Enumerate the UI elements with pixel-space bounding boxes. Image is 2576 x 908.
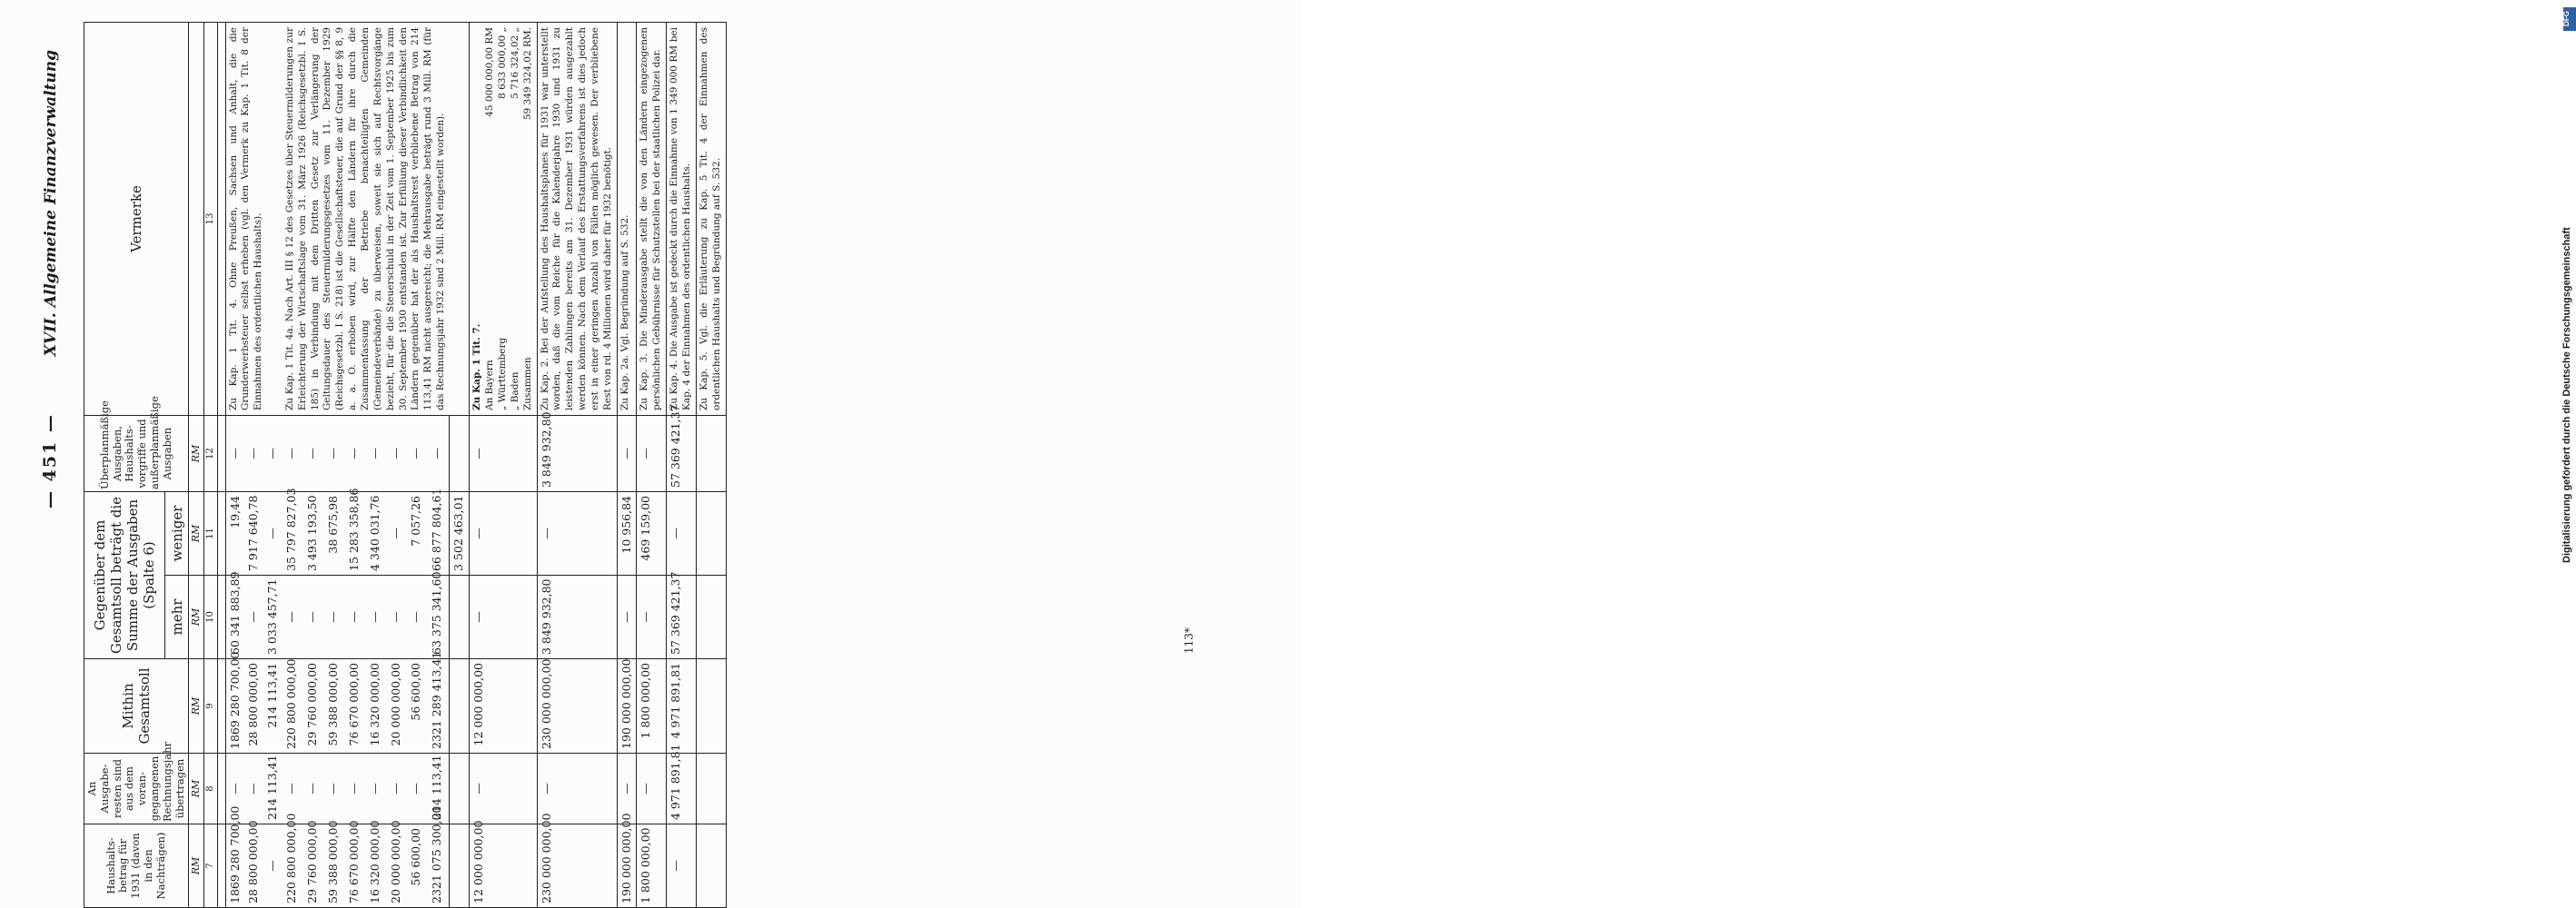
table-cell: —: [428, 416, 450, 492]
table-cell: —: [244, 576, 263, 659]
table-cell: 12 000 000,00: [470, 824, 537, 908]
table-cell: 66 877 804,61: [428, 492, 450, 576]
table-cell: 3 033 457,71: [263, 576, 282, 659]
header-vermerke: Vermerke: [84, 23, 189, 416]
remark-line: Zusammen 59 349 324,02 RM.: [521, 27, 533, 410]
header-mehr: mehr: [164, 576, 189, 659]
unit-label: RM: [189, 576, 203, 659]
table-cell: 220 800 000,00: [282, 824, 303, 908]
table-cell: —: [366, 576, 387, 659]
table-cell: 63 375 341,60: [428, 576, 450, 659]
section-title: XVII. Allgemeine Finanzverwaltung: [42, 50, 60, 357]
table-cell: —: [263, 824, 282, 908]
table-cell: 60 341 883,89: [225, 576, 244, 659]
table-cell: —: [637, 416, 667, 492]
column-number: 12: [203, 416, 217, 492]
table-cell: —: [407, 754, 428, 824]
table-cell: 56 600,00: [407, 659, 428, 754]
table-cell: 214 113,41: [263, 754, 282, 824]
table-row: [225, 23, 244, 908]
table-cell: 2321 289 413,41: [428, 659, 450, 754]
table-cell: —: [617, 416, 637, 492]
unit-label: RM: [189, 754, 203, 824]
table-row: [470, 23, 537, 908]
table-cell: —: [345, 754, 366, 824]
table-cell: 59 388 000,00: [324, 824, 345, 908]
remark-cell: Zu Kap. 4. Die Ausgabe ist gedeckt durch die Einnahme von 1 349 000 RM bei Kap. 4 der Einnahmen des ordentlichen Haushalts.: [667, 23, 697, 416]
table-cell: 1869 280 700,00: [225, 659, 244, 754]
table-cell: —: [366, 754, 387, 824]
table-cell: 20 000 000,00: [387, 659, 408, 754]
table-cell: 76 670 000,00: [345, 659, 366, 754]
table-cell: —: [244, 416, 263, 492]
remark-cell: Zu Kap. 2a. Vgl. Begründung auf S. 532.: [617, 23, 637, 416]
table-row: [667, 23, 697, 908]
table-cell: —: [303, 754, 324, 824]
table-cell: —: [324, 754, 345, 824]
table-cell: —: [244, 754, 263, 824]
table-cell: —: [407, 576, 428, 659]
remark-line: An Bayern 45 000 000,00 RM: [484, 27, 496, 410]
table-cell: —: [282, 416, 303, 492]
table-cell: 190 000 000,00: [617, 659, 637, 754]
header-gegenueber-gesamtsoll: Gegenüber dem Gesamtsoll beträgt die Summe der Ausgaben (Spalte 6): [84, 492, 165, 659]
table-cell: —: [387, 754, 408, 824]
table-cell: —: [537, 492, 617, 576]
table-cell: 2321 075 300,00: [428, 824, 450, 908]
table-cell: 3 493 193,50: [303, 492, 324, 576]
table-cell: —: [667, 492, 697, 576]
table-cell: 16 320 000,00: [366, 659, 387, 754]
table-row: [617, 23, 637, 908]
table-cell: 19,44: [225, 492, 244, 576]
column-number: 7: [203, 824, 217, 908]
table-cell: —: [617, 754, 637, 824]
table-cell: 4 340 031,76: [366, 492, 387, 576]
column-number: 11: [203, 492, 217, 576]
table-cell: —: [282, 576, 303, 659]
table-cell: 56 600,00: [407, 824, 428, 908]
footer-number: 113*: [1183, 627, 1195, 654]
table-cell: 1 800 000,00: [637, 824, 667, 908]
table-body-upper: [217, 23, 726, 908]
table-cell: —: [263, 416, 282, 492]
running-head: [36, 0, 71, 908]
table-cell: 4 971 891,81: [667, 754, 697, 824]
subtotal-difference: 3 502 463,01: [450, 492, 470, 576]
unit-label: RM: [189, 659, 203, 754]
table-cell: —: [637, 576, 667, 659]
table-cell: —: [225, 754, 244, 824]
table-cell: 20 000 000,00: [387, 824, 408, 908]
unit-label: RM: [189, 492, 203, 576]
table-cell: 7 057,26: [407, 492, 428, 576]
table-row: [696, 23, 726, 908]
table-cell: —: [324, 416, 345, 492]
table-cell: 76 670 000,00: [345, 824, 366, 908]
header-ueberplanmaessig: Überplanmäßige Ausgaben, Haushalts-vorgriffe und außerplanmäßige Ausgaben: [84, 416, 189, 492]
table-cell: —: [324, 576, 345, 659]
table-cell: 15 283 358,86: [345, 492, 366, 576]
table-cell: 4 971 891,81: [667, 659, 697, 754]
header-haushaltsbetrag: Haushalts-betrag für 1931 (davon in den Nachträgen): [84, 824, 189, 908]
remark-title: Zu Kap. 1 Tit. 7.: [471, 323, 483, 410]
header-gesamtsoll: Mithin Gesamtsoll: [84, 659, 189, 754]
table-cell: —: [366, 416, 387, 492]
table-cell: —: [345, 576, 366, 659]
table-cell: 3 849 932,80: [537, 576, 617, 659]
table-cell: —: [637, 754, 667, 824]
digitization-sidebar: [1273, 0, 2572, 908]
header-weniger: weniger: [164, 492, 189, 576]
unit-label: RM: [189, 416, 203, 492]
column-number: 13: [203, 23, 217, 416]
table-cell: 214 113,41: [263, 659, 282, 754]
table-cell: 220 800 000,00: [282, 659, 303, 754]
remark-line: „ Baden 5 716 324,02 „: [509, 27, 520, 410]
table-cell: 190 000 000,00: [617, 824, 637, 908]
table-cell: 230 000 000,00: [537, 659, 617, 754]
remark-cell: Zu Kap. 1 Tit. 4a. Nach Art. III § 12 des Gesetzes über Steuermilderungen zur Erleichterung der Wirtschaftslage vom 31. März 1926 (Reichsgesetzbl. I S. 185) in Verbindung mit dem Dritten Gesetz zur Verlängerung der Geltungsdauer des Steuermilderungsgesetzes vom 11. Dezember 1929 (Reichsgesetzbl. I S. 218) ist die Gesellschaftsteuer, die auf Grund der §§ 8, 9 a. a. O. erhoben wird, zur Hälfte den Ländern für ihre durch die Zusammenfassung der Betriebe benachteiligten Gemeinden (Gemeindeverbände) zu überweisen, soweit sie sich auf Rechtsvorgänge bezieht, für die die Steuerschuld in der Zeit vom 1. September 1925 bis zum 30. September 1930 entstanden ist. Zur Erfüllung dieser Verbindlichkeit den Ländern gegenüber hat der als Haushaltsrest verbliebene Betrag von 214 113,41 RM nicht ausgereicht; die Mehrausgabe beträgt rund 3 Mill. RM (für das Rechnungsjahr 1932 sind 2 Mill. RM eingestellt worden).: [282, 23, 450, 416]
finance-table: [84, 22, 727, 908]
table-cell: 29 760 000,00: [303, 659, 324, 754]
table-cell: —: [470, 492, 537, 576]
table-cell: 29 760 000,00: [303, 824, 324, 908]
table-cell: 38 675,98: [324, 492, 345, 576]
table-cell: 1 800 000,00: [637, 659, 667, 754]
table-cell: 28 800 000,00: [244, 824, 263, 908]
table-cell: 214 113,41: [428, 754, 450, 824]
header-ausgabereste: An Ausgabe-resten sind aus dem voran-gegangenen Rechnungsjahr übertragen: [84, 754, 189, 824]
remark-cell: Zu Kap. 1 Tit. 4. Ohne Preußen, Sachsen und Anhalt, die die Grunderwerbsteuer selbst erheben (vgl. den Vermerk zu Kap. 1 Tit. 8 der Einnahmen des ordentlichen Haushalts).: [225, 23, 282, 416]
column-number: 10: [203, 576, 217, 659]
table-cell: 16 320 000,00: [366, 824, 387, 908]
table-cell: —: [225, 416, 244, 492]
table-cell: 57 369 421,37: [667, 576, 697, 659]
table-cell: 7 917 640,78: [244, 492, 263, 576]
rotated-table-page: [36, 0, 1217, 908]
remark-cell: Zu Kap. 2. Bei der Aufstellung des Haushaltsplanes für 1931 war unterstellt worden, daß die vom Reiche für die Kalenderjahre 1930 und 1931 zu leistenden Zahlungen bereits am 31. Dezember 1931 würden ausgezahlt werden können. Nach dem Verlauf des Erstattungsverfahrens ist dies jedoch erst in einer geringen Anzahl von Fällen möglich gewesen. Der verbliebene Rest von rd. 4 Millionen wird daher für 1932 benötigt.: [537, 23, 617, 416]
column-number: 9: [203, 659, 217, 754]
remark-cell: [470, 23, 537, 416]
table-row: [282, 23, 303, 908]
table-cell: 3 849 932,80: [537, 416, 617, 492]
unit-label: RM: [189, 824, 203, 908]
table-cell: —: [282, 754, 303, 824]
table-cell: —: [470, 416, 537, 492]
table-cell: 57 369 421,37: [667, 416, 697, 492]
table-cell: —: [470, 754, 537, 824]
table-cell: —: [667, 824, 697, 908]
table-cell: 28 800 000,00: [244, 659, 263, 754]
table-cell: 1869 280 700,00: [225, 824, 244, 908]
table-cell: 59 388 000,00: [324, 659, 345, 754]
table-row: [450, 23, 470, 908]
table-cell: —: [407, 416, 428, 492]
remark-cell: Zu Kap. 3. Die Minderausgabe stellt die von den Ländern eingezogenen persönlichen Gebührnisse für Schutzstellen bei der staatlichen Polizei dar.: [637, 23, 667, 416]
remark-cell: Zu Kap. 5. Vgl. die Erläuterung zu Kap. 5 Tit. 4 der Einnahmen des ordentlichen Haushalts und Begründung auf S. 532.: [696, 23, 726, 416]
table-cell: 230 000 000,00: [537, 824, 617, 908]
table-cell: 35 797 827,03: [282, 492, 303, 576]
table-cell: 12 000 000,00: [470, 659, 537, 754]
table-cell: —: [345, 416, 366, 492]
table-cell: —: [303, 416, 324, 492]
table-cell: —: [263, 492, 282, 576]
table-cell: —: [387, 576, 408, 659]
table-cell: —: [617, 576, 637, 659]
column-number: 8: [203, 754, 217, 824]
table-cell: —: [303, 576, 324, 659]
page-number: — 451 —: [40, 413, 60, 508]
table-row: [637, 23, 667, 908]
remark-line: „ Württemberg 8 633 000,00 „: [496, 27, 508, 410]
table-cell: 10 956,84: [617, 492, 637, 576]
table-row: [537, 23, 617, 908]
dfg-logo-icon: DFG: [2563, 7, 2576, 31]
table-cell: —: [537, 754, 617, 824]
digitization-note: Digitalisierung gefördert durch die Deutsche Forschungsgemeinschaft: [2561, 227, 2572, 563]
table-cell: —: [387, 492, 408, 576]
table-cell: —: [470, 576, 537, 659]
table-cell: —: [387, 416, 408, 492]
table-cell: 469 159,00: [637, 492, 667, 576]
